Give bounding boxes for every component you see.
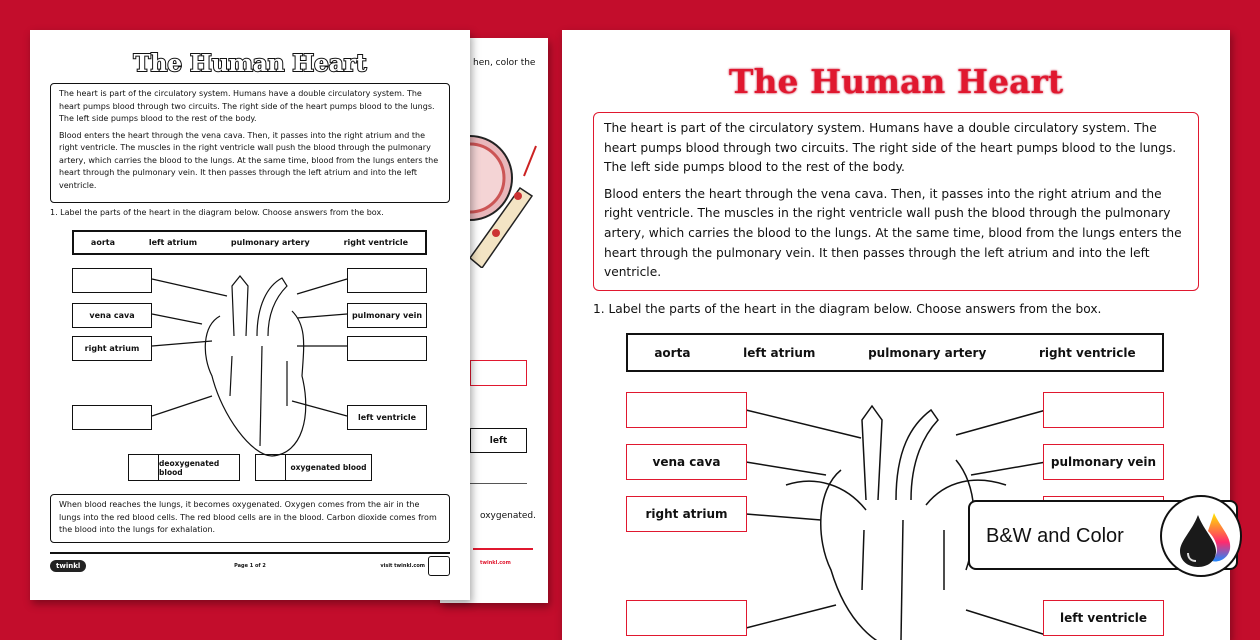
intro-paragraph-1: The heart is part of the circulatory system. Humans have a double circulatory system. The heart pumps blood through two circuits. The right side of the heart pumps blood to the lungs. The left side pumps blood to the rest of the body. (604, 121, 1177, 175)
word-left-atrium: left atrium (743, 345, 816, 360)
word-right-ventricle: right ventricle (343, 238, 409, 247)
key-swatch-deoxygenated[interactable] (129, 455, 159, 480)
label-box-blank-1[interactable] (72, 268, 152, 293)
intro-paragraph-2: Blood enters the heart through the vena cava. Then, it passes into the right atrium and the right ventricle. The muscles in the right ventricle wall push the blood through the pulmonary artery, which carries the blood to the lungs. At the same time, blood from the lungs enters the heart through the pulmonary vein. It then passes through the left atrium and into the left ventricle. (59, 130, 439, 190)
key-label-deoxygenated: deoxygenated blood (159, 458, 220, 477)
key-oxygenated (255, 454, 372, 481)
intro-box (50, 83, 450, 203)
page2-line (470, 483, 527, 484)
key-deoxygenated (128, 454, 240, 481)
word-bank (72, 230, 427, 255)
twinkl-logo: twinkl (50, 560, 86, 572)
outro-box: When blood reaches the lungs, it becomes oxygenated. Oxygen comes from the air in the lungs into the red blood cells. The red blood cells are in the blood. Carbon dioxide comes from the blood into the lungs for exhalation. (50, 494, 450, 543)
intro-paragraph-1: The heart is part of the circulatory system. Humans have a double circulatory system. The heart pumps blood through two circuits. The right side of the heart pumps blood to the lungs. The left side pumps blood to the rest of the body. (59, 89, 435, 123)
label-pulmonary-vein: pulmonary vein (1043, 444, 1164, 480)
label-box-blank-4[interactable] (347, 336, 427, 361)
word-aorta: aorta (654, 345, 691, 360)
page2-bottom-text: oxygenated. (480, 511, 536, 521)
label-vena-cava: vena cava (626, 444, 747, 480)
ink-drops-icon (1160, 495, 1242, 577)
key-swatch-oxygenated[interactable] (256, 455, 286, 480)
worksheet-page-bw (30, 30, 470, 600)
label-box-blank-2[interactable] (626, 600, 747, 636)
page2-footer-line (473, 548, 533, 550)
label-box-blank-3[interactable] (1043, 392, 1164, 428)
word-right-ventricle: right ventricle (1038, 345, 1136, 360)
question-text: 1. Label the parts of the heart in the diagram below. Choose answers from the box. (50, 208, 384, 217)
word-pulmonary-artery: pulmonary artery (230, 238, 310, 247)
label-pulmonary-vein: pulmonary vein (347, 303, 427, 328)
intro-box-color (593, 112, 1199, 291)
label-box-blank-3[interactable] (347, 268, 427, 293)
label-box-blank-1[interactable] (626, 392, 747, 428)
label-right-atrium: right atrium (72, 336, 152, 361)
word-bank-color (626, 333, 1164, 372)
page2-red-box (470, 360, 527, 386)
question-text-color: 1. Label the parts of the heart in the diagram below. Choose answers from the box. (593, 302, 1102, 316)
badge-label: B&W and Color (986, 525, 1124, 547)
word-left-atrium: left atrium (148, 238, 198, 247)
label-left-ventricle: left ventricle (347, 405, 427, 430)
intro-paragraph-2: Blood enters the heart through the vena cava. Then, it passes into the right atrium and the right ventricle. The muscles in the right ventricle wall push the blood through the pulmonary artery, which carries the blood to the lungs. At the same time, blood from the lungs enters the heart through the pulmonary vein. It then passes through the left atrium and into the left ventricle. (604, 186, 1182, 280)
blood-vessel-illustration (460, 128, 540, 268)
page2-top-text: hen, color the (473, 58, 536, 68)
footer-line (50, 552, 450, 554)
footer-url: visit twinkl.com (380, 563, 425, 569)
page-title: The Human Heart (133, 50, 367, 77)
page-title-color: The Human Heart (728, 62, 1064, 101)
key-label-oxygenated: oxygenated blood (290, 463, 367, 472)
label-vena-cava: vena cava (72, 303, 152, 328)
page-number: Page 1 of 2 (234, 563, 266, 569)
page2-word-left: left (470, 428, 527, 453)
twinkl-badge-icon (428, 556, 450, 576)
label-left-ventricle: left ventricle (1043, 600, 1164, 636)
heart-diagram (72, 266, 427, 466)
label-right-atrium: right atrium (626, 496, 747, 532)
label-box-blank-2[interactable] (72, 405, 152, 430)
word-pulmonary-artery: pulmonary artery (868, 345, 987, 360)
page2-footer-url: twinkl.com (480, 560, 511, 566)
word-aorta: aorta (90, 238, 115, 247)
